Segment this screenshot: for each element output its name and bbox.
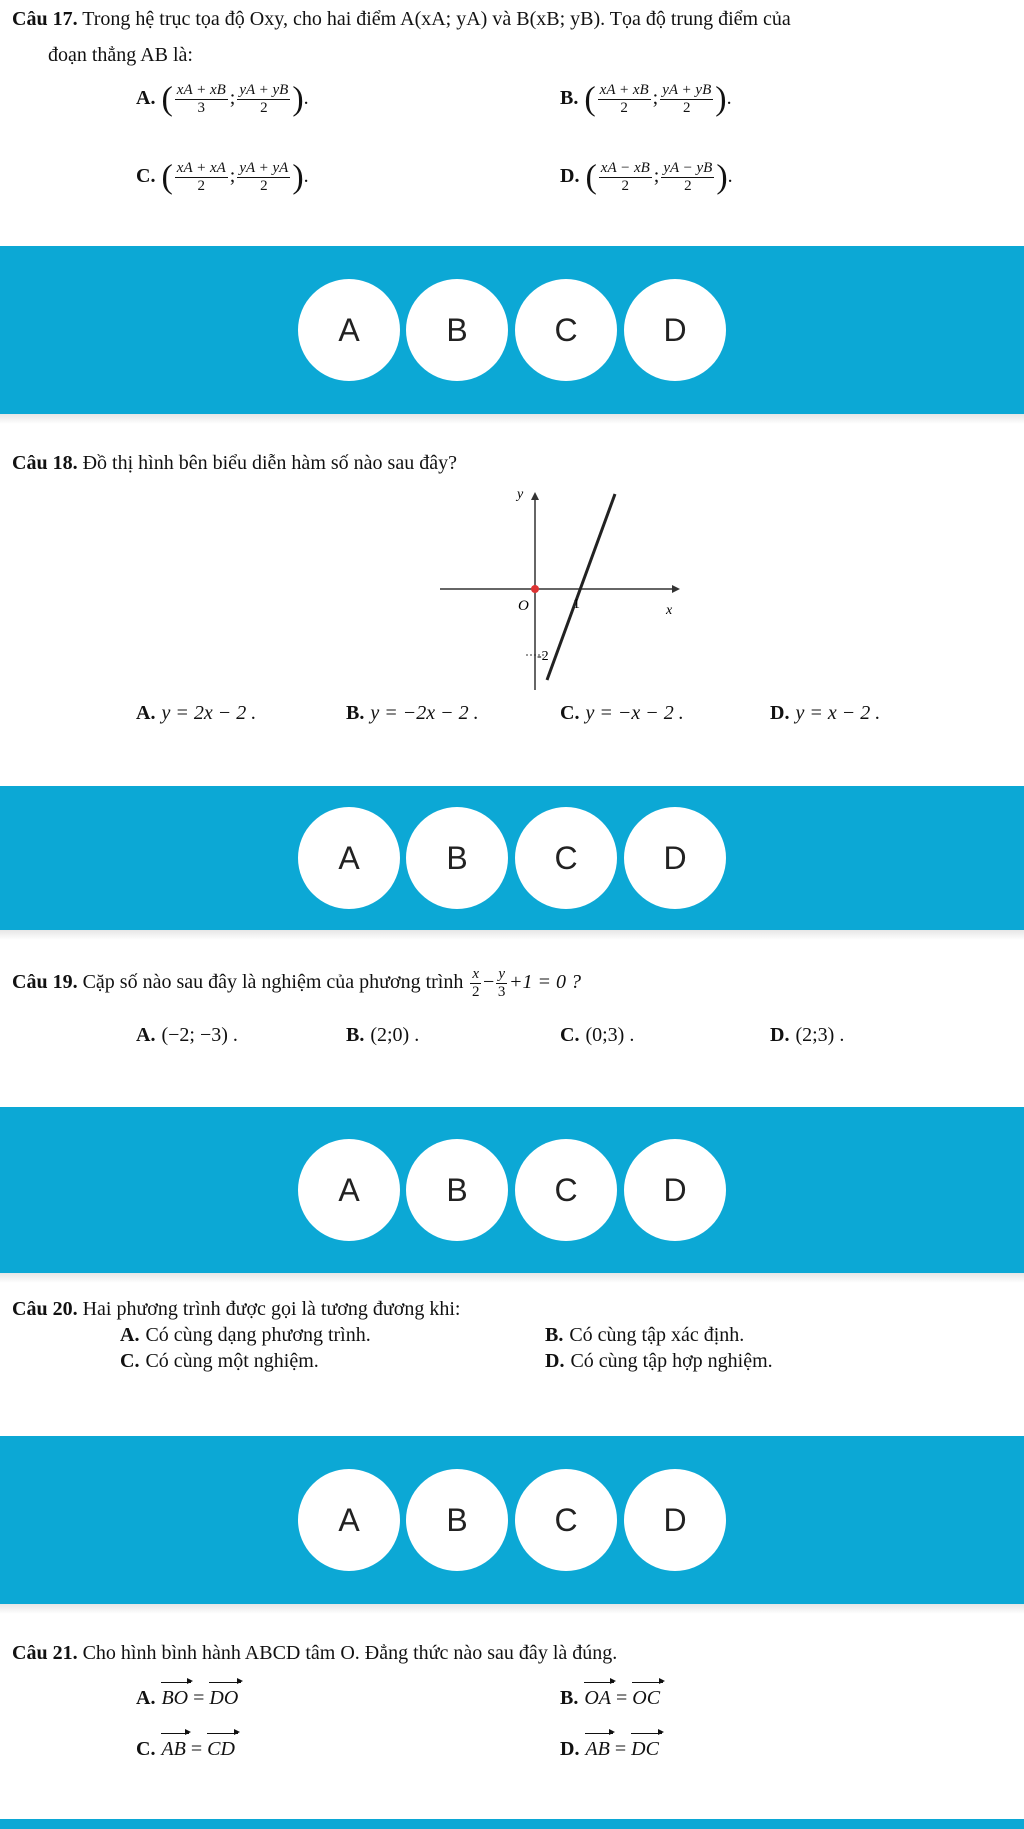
q21-option-a: A. BO = DO [136,1687,239,1709]
q19-answer-b-button[interactable]: B [406,1139,508,1241]
q20-option-a: A. Có cùng dạng phương trình. [120,1324,371,1346]
x-axis-label: x [666,603,673,618]
q20-option-b: B. Có cùng tập xác định. [545,1324,745,1346]
q20-answer-b-button[interactable]: B [406,1469,508,1571]
q17-title-line2: đoạn thẳng AB là: [48,44,193,66]
q19-option-c: C. (0;3) . [560,1024,635,1046]
q19-title: Câu 19. Cặp số nào sau đây là nghiệm của phương trình $\frac{x}{2}$ − $\frac{y}{3}$ +1 = 0 ? [12,966,581,1000]
q20-title: Câu 20. Hai phương trình được gọi là tương đương khi: [12,1298,461,1320]
q17-answer-b-button[interactable]: B [406,279,508,381]
q18-option-d: D. y = x − 2 . [770,702,881,724]
answer-band-q17 [0,246,1024,414]
y-axis-label: y [517,490,524,502]
q19-option-a: A. (−2; −3) . [136,1024,238,1046]
band-shadow [0,930,1024,940]
origin-label: O [518,598,529,614]
band-shadow [0,1604,1024,1614]
y-tick-label: -2 [537,649,549,664]
q21-title: Câu 21. Cho hình bình hành ABCD tâm O. Đẳng thức nào sau đây là đúng. [12,1642,618,1664]
q21-option-c: C. AB = CD [136,1738,235,1760]
q18-answer-c-button[interactable]: C [515,807,617,909]
y-axis-arrow [531,492,539,500]
q21-option-d: D. AB = DC [560,1738,659,1760]
q17-title: Câu 17. Trong hệ trục tọa độ Oxy, cho hai điểm A(xA; yA) và B(xB; yB). Tọa độ trung điểm của [12,8,791,30]
answer-band-q18 [0,786,1024,930]
function-line [547,494,615,680]
q18-option-b: B. y = −2x − 2 . [346,702,479,724]
q17-option-c: C. ( $\frac{xA + xA}{2}$ ; $\frac{yA + yA}{2}$ ). [136,158,309,196]
q17-option-b: B. ( $\frac{xA + xB}{2}$ ; $\frac{yA + yB}{2}$ ). [560,80,732,118]
q21-option-b: B. OA = OC [560,1687,661,1709]
q20-option-d: D. Có cùng tập hợp nghiệm. [545,1350,773,1372]
q18-option-a: A. y = 2x − 2 . [136,702,257,724]
q19-option-d: D. (2;3) . [770,1024,845,1046]
q20-answer-d-button[interactable]: D [624,1469,726,1571]
band-shadow [0,414,1024,424]
q18-answer-d-button[interactable]: D [624,807,726,909]
answer-band-q19 [0,1107,1024,1273]
q17-option-a: A. ( $\frac{xA + xB}{3}$ ; $\frac{yA + yB}{2}$ ). [136,80,309,118]
q18-graph [440,490,680,690]
band-shadow [0,1273,1024,1283]
x-tick-label: 1 [573,597,580,612]
q20-answer-c-button[interactable]: C [515,1469,617,1571]
q17-answer-d-button[interactable]: D [624,279,726,381]
q17-answer-c-button[interactable]: C [515,279,617,381]
q18-title: Câu 18. Đồ thị hình bên biểu diễn hàm số nào sau đây? [12,452,457,474]
q19-answer-d-button[interactable]: D [624,1139,726,1241]
x-axis-arrow [672,585,680,593]
q19-answer-a-button[interactable]: A [298,1139,400,1241]
q18-answer-b-button[interactable]: B [406,807,508,909]
q17-answer-a-button[interactable]: A [298,279,400,381]
q19-answer-c-button[interactable]: C [515,1139,617,1241]
q20-option-c: C. Có cùng một nghiệm. [120,1350,319,1372]
answer-band-q21 [0,1819,1024,1829]
answer-band-q20 [0,1436,1024,1604]
q17-option-d: D. ( $\frac{xA - xB}{2}$ ; $\frac{yA - yB}{2}$ ). [560,158,733,196]
q18-answer-a-button[interactable]: A [298,807,400,909]
q19-option-b: B. (2;0) . [346,1024,420,1046]
origin-point [531,585,539,593]
q18-option-c: C. y = −x − 2 . [560,702,684,724]
q20-answer-a-button[interactable]: A [298,1469,400,1571]
